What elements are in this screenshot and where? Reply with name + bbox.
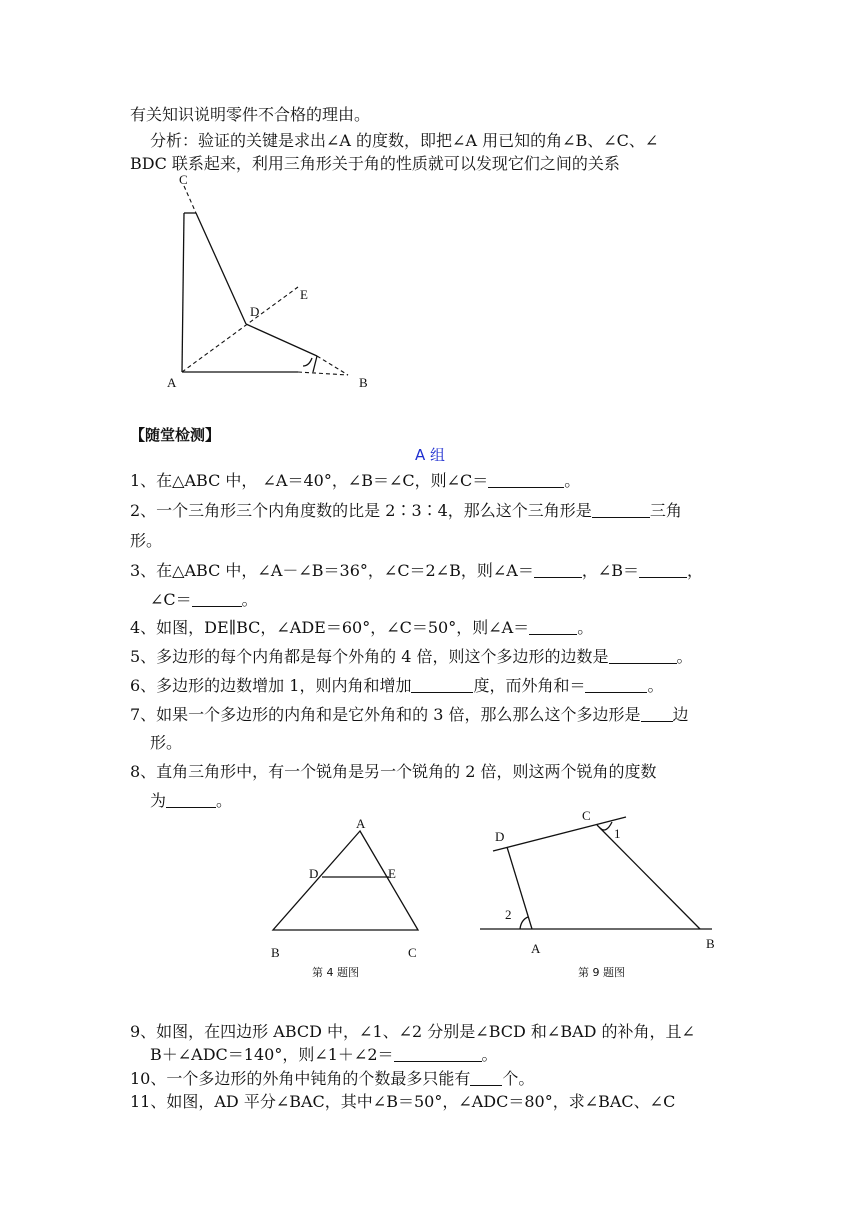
figure-part-check: [0, 0, 860, 400]
question-6: 6、多边形的边数增加 1，则内角和增加 度，而外角和＝ 。: [130, 676, 664, 695]
question-10: 10、一个多边形的外角中钝角的个数最多只能有 个。: [130, 1069, 535, 1088]
question-4: 4、如图，DE∥BC，∠ADE＝60°，∠C＝50°，则∠A＝ 。: [130, 618, 594, 637]
fig9-label-A: A: [531, 941, 541, 956]
question-1: 1、在△ABC 中， ∠A＝40°，∠B＝∠C，则∠C＝ 。: [130, 471, 581, 490]
fig9-caption: 第 9 题图: [578, 966, 625, 979]
fig9-angle-2: 2: [505, 907, 512, 922]
question-8: 8、直角三角形中，有一个锐角是另一个锐角的 2 倍，则这两个锐角的度数: [130, 762, 657, 781]
label-C: C: [179, 172, 188, 187]
question-7: 7、如果一个多边形的内角和是它外角和的 3 倍，那么那么这个多边形是 边: [130, 705, 689, 724]
group-title: A 组: [414, 446, 446, 464]
question-9-cont: B＋∠ADC＝140°，则∠1＋∠2＝ 。: [150, 1045, 498, 1064]
question-3: 3、在△ABC 中，∠A－∠B＝36°，∠C＝2∠B，则∠A＝ ，∠B＝ ，: [130, 561, 704, 580]
fig4-label-A: A: [356, 816, 366, 831]
fig9-label-D: D: [495, 829, 505, 844]
label-B: B: [359, 375, 368, 390]
question-7-cont: 形。: [150, 733, 183, 752]
label-E: E: [300, 287, 308, 302]
analysis-line-1: 分析：验证的关键是求出∠A 的度数，即把∠A 用已知的角∠B、∠C、∠: [150, 131, 659, 150]
fig4-label-B: B: [271, 945, 280, 960]
analysis-line-2: BDC 联系起来，利用三角形关于角的性质就可以发现它们之间的关系: [130, 154, 620, 173]
section-title: 【随堂检测】: [130, 426, 221, 444]
fig4-label-D: D: [309, 866, 319, 881]
question-2-cont: 形。: [130, 531, 163, 550]
question-5: 5、多边形的每个内角都是每个外角的 4 倍，则这个多边形的边数是 。: [130, 647, 693, 666]
question-11: 11、如图，AD 平分∠BAC，其中∠B＝50°，∠ADC＝80°，求∠BAC、∠C: [130, 1092, 676, 1111]
question-2: 2、一个三角形三个内角度数的比是 2∶3∶4，那么这个三角形是 三角: [130, 501, 682, 520]
fig4-label-C: C: [408, 945, 417, 960]
figure-9-quadrilateral: [480, 817, 712, 929]
fig4-label-E: E: [388, 866, 396, 881]
fig9-angle-1: 1: [614, 826, 621, 841]
label-A: A: [167, 375, 177, 390]
question-8-cont: 为 。: [150, 791, 233, 810]
fig9-label-C: C: [582, 808, 591, 823]
fig4-caption: 第 4 题图: [312, 966, 359, 979]
fig9-label-B: B: [706, 936, 715, 951]
label-D: D: [250, 304, 260, 319]
figure-4-triangle: [273, 831, 418, 930]
question-9: 9、如图，在四边形 ABCD 中，∠1、∠2 分别是∠BCD 和∠BAD 的补角，且∠: [130, 1022, 695, 1041]
question-3-cont: ∠C＝ 。: [150, 590, 258, 609]
intro-line: 有关知识说明零件不合格的理由。: [130, 105, 371, 124]
